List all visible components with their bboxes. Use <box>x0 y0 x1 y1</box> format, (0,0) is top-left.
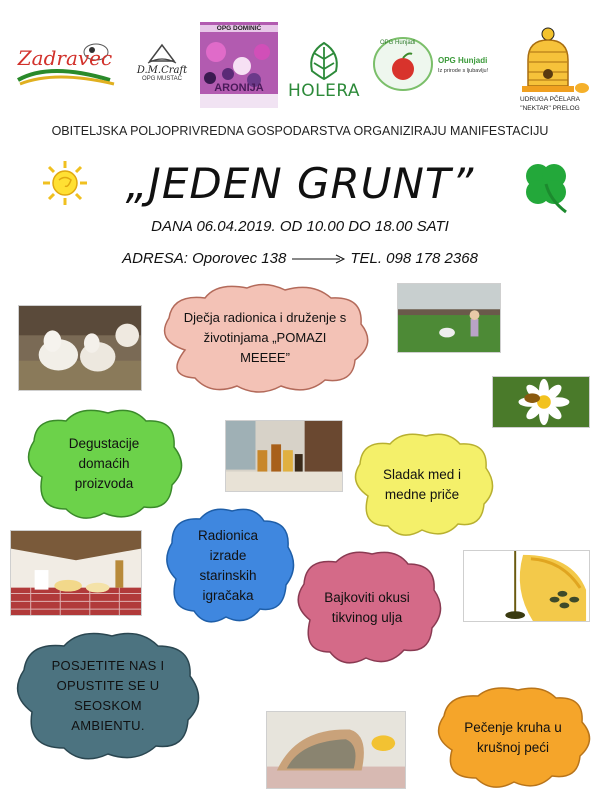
pcelari-line1: UDRUGA PČELARA <box>520 96 580 103</box>
hunjadi-logo <box>372 36 494 96</box>
holera-logo <box>288 38 360 104</box>
holera-text: HOLERA <box>287 81 361 101</box>
cloud-visit-text: POSJETITE NAS I OPUSTITE SE U SEOSKOM AMBIENTU. <box>51 658 165 733</box>
dmcraft-sub: OPG MUSTAĆ <box>142 75 182 82</box>
cloud-tasting-text: Degustacije domaćih proizvoda <box>68 436 140 491</box>
event-title: „JEDEN GRUNT” <box>125 159 475 208</box>
aronija-logo <box>200 22 278 108</box>
goats-photo <box>18 305 142 391</box>
cloud-animal-workshop <box>155 280 375 395</box>
cloud-animal-workshop-text: Dječja radionica i druženje s životinjama „POMAZI MEEEE” <box>183 309 347 365</box>
intro-line: OBITELJSKA POLJOPRIVREDNA GOSPODARSTVA ORGANIZIRAJU MANIFESTACIJU <box>51 124 549 138</box>
dmcraft-name: D.M.Craft <box>136 64 188 76</box>
hunjadi-ring-text: OPG Hunjadi <box>380 40 416 46</box>
clover-icon <box>516 160 576 216</box>
tree-icon <box>142 43 182 65</box>
address-text: ADRESA: Oporovec 138 <box>122 250 287 267</box>
cloud-toys-text: Radionica izrade starinskih igračaka <box>197 528 259 603</box>
zadravec-logo <box>10 36 120 88</box>
hunjadi-sub: Iz prirode s ljubavlju! <box>438 68 489 74</box>
cloud-toys <box>160 505 296 627</box>
dmcraft-logo <box>130 38 194 86</box>
phone-text: TEL. 098 178 2368 <box>350 250 478 267</box>
child-lamb-photo <box>397 283 501 353</box>
bee-flower-photo <box>492 376 590 428</box>
pcelari-logo <box>508 22 592 114</box>
cloud-oil <box>290 548 444 668</box>
beehive-icon <box>508 22 592 96</box>
cloud-bread <box>430 684 596 792</box>
cloud-bread-text: Pečenje kruha u krušnoj peći <box>464 720 562 755</box>
cloud-honey <box>348 430 496 540</box>
cloud-oil-text: Bajkoviti okusi tikvinog ulja <box>324 590 410 625</box>
address-row <box>0 250 600 267</box>
pumpkin-oil-photo <box>463 550 590 622</box>
date-line: DANA 06.04.2019. OD 10.00 DO 18.00 SATI <box>151 218 449 235</box>
leaf-icon <box>302 41 346 81</box>
bread-spread-photo <box>266 711 406 789</box>
aronija-name: ARONIJA <box>214 82 264 94</box>
flowers-icon <box>200 22 278 108</box>
zadravec-text: Zadravec <box>17 46 113 70</box>
pcelari-line2: "NEKTAR" PRELOG <box>520 105 580 112</box>
aronija-top-text: OPG DOMINIĆ <box>200 25 278 32</box>
hunjadi-name: OPG Hunjadi <box>438 56 488 65</box>
arrow-right-icon <box>290 253 346 265</box>
kitchen-photo <box>10 530 142 616</box>
cloud-visit <box>8 628 208 764</box>
cloud-honey-text: Sladak med i medne priče <box>382 467 462 502</box>
products-photo <box>225 420 343 492</box>
